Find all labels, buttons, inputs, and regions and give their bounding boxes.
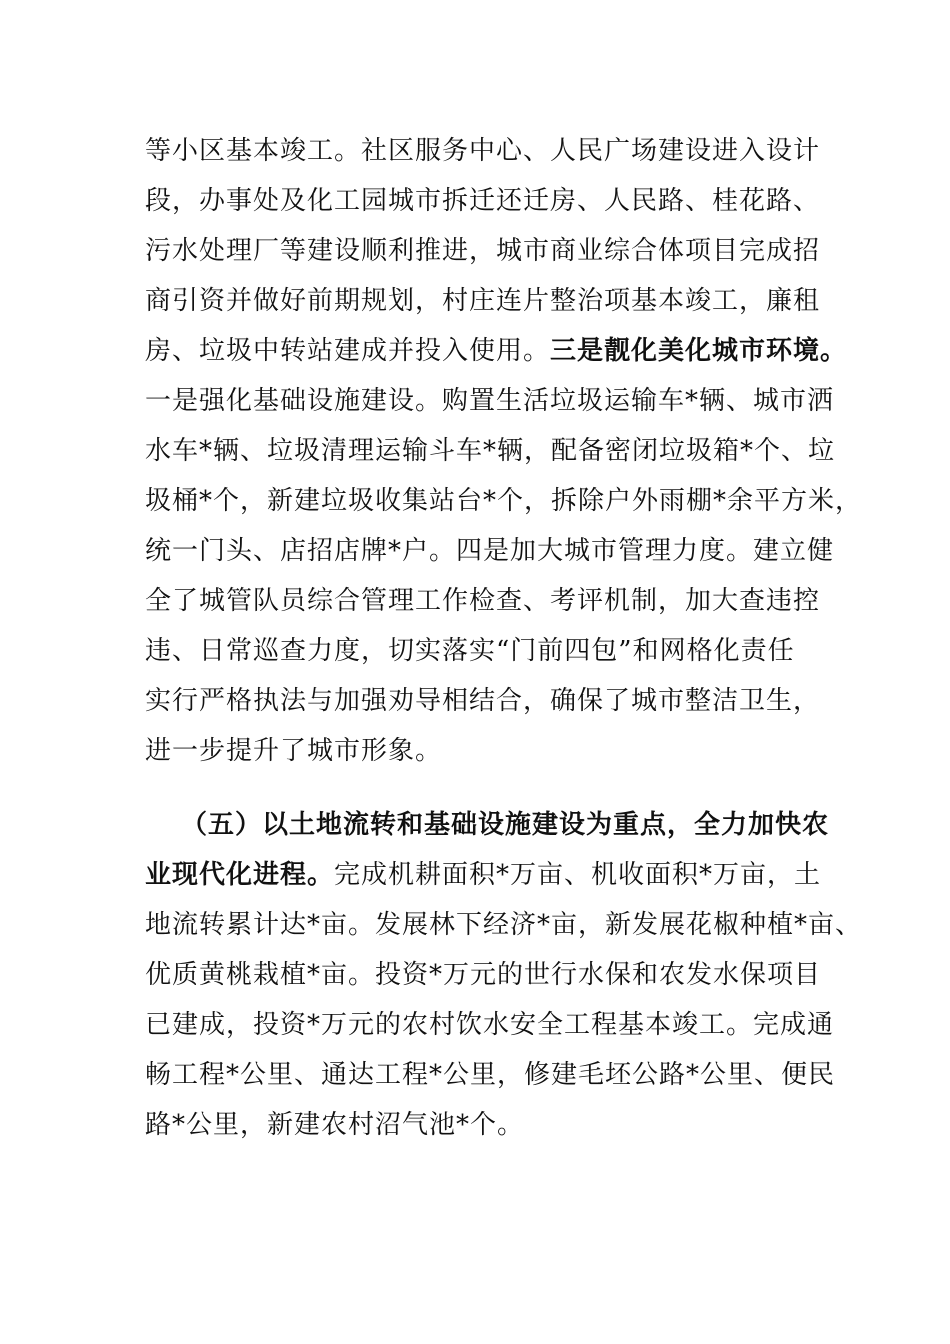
text-line: 全了城管队员综合管理工作检查、考评机制，加大查违控 [145,586,821,616]
text-line: 污水处理厂等建设顺利推进，城市商业综合体项目完成招 [145,236,821,266]
text-line: 一是强化基础设施建设。购置生活垃圾运输车*辆、城市洒 [145,386,835,416]
paragraph-spacer [145,776,825,800]
section-heading-line: （五）以土地流转和基础设施建设为重点，全力加快农 [181,810,830,840]
bold-heading-run: 三是靓化美化城市环境。 [550,336,848,366]
paragraph-agriculture-modernization [145,800,863,1150]
text-line: 统一门头、店招店牌*户。四是加大城市管理力度。建立健 [145,536,835,566]
text-line: 实行严格执法与加强劝导相结合，确保了城市整洁卫生， [145,686,821,716]
text-run: 完成机耕面积*万亩、机收面积*万亩，土 [334,860,822,890]
text-line: 水车*辆、垃圾清理运输斗车*辆，配备密闭垃圾箱*个、垃 [145,436,836,466]
text-line: 等小区基本竣工。社区服务中心、人民广场建设进入设计 [145,136,821,166]
text-line: 商引资并做好前期规划，村庄连片整治项基本竣工，廉租 [145,286,821,316]
text-run: 房、垃圾中转站建成并投入使用。 [145,336,551,366]
paragraph-urban-construction [145,126,863,776]
bold-heading-run: 业现代化进程。 [145,860,335,890]
text-line [145,850,825,900]
text-line: 圾桶*个，新建垃圾收集站台*个，拆除户外雨棚*余平方米， [145,486,863,516]
text-line: 地流转累计达*亩。发展林下经济*亩，新发展花椒种植*亩、 [145,910,863,940]
text-line: 已建成，投资*万元的农村饮水安全工程基本竣工。完成通 [145,1010,835,1040]
document-body [145,126,863,1150]
text-line [145,326,848,376]
text-line: 违、日常巡查力度，切实落实“门前四包”和网格化责任 [145,636,795,666]
text-line: 进一步提升了城市形象。 [145,736,443,766]
text-line: 段，办事处及化工园城市拆迁还迁房、人民路、桂花路、 [145,186,821,216]
text-line: 路*公里，新建农村沼气池*个。 [145,1110,525,1140]
text-line: 优质黄桃栽植*亩。投资*万元的世行水保和农发水保项目 [145,960,822,990]
text-line: 畅工程*公里、通达工程*公里，修建毛坯公路*公里、便民 [145,1060,836,1090]
